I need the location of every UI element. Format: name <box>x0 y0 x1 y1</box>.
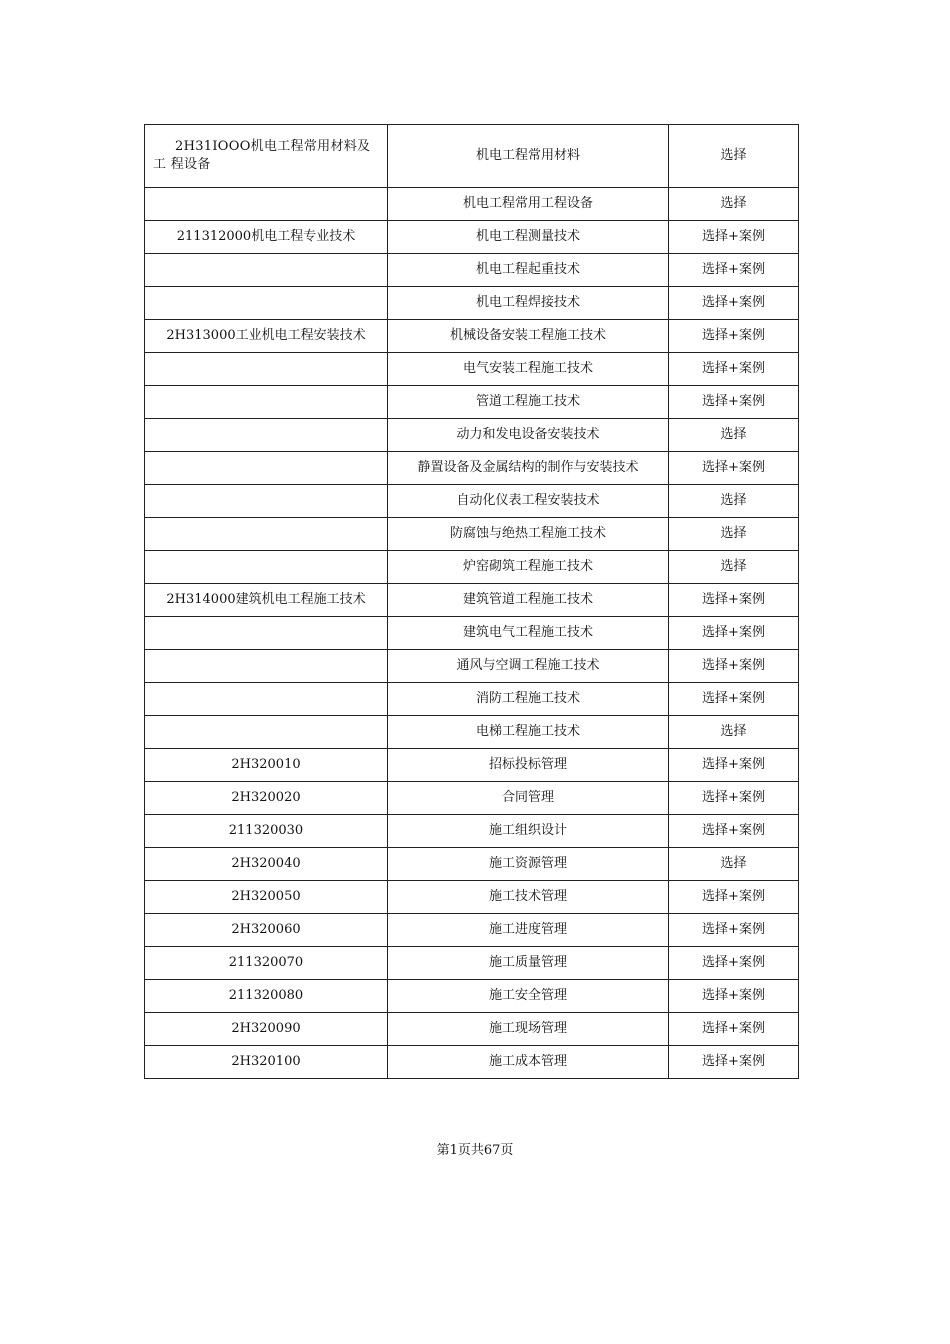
chapter-code-cell: 2H320020 <box>145 782 388 815</box>
chapter-code-cell <box>145 188 388 221</box>
question-type-cell: 选择 <box>669 551 799 584</box>
table-row <box>145 452 799 485</box>
question-type-cell: 选择+案例 <box>669 1046 799 1079</box>
question-type-cell: 选择+案例 <box>669 980 799 1013</box>
chapter-code-cell <box>145 353 388 386</box>
table-row <box>145 353 799 386</box>
chapter-code-cell: 2H320040 <box>145 848 388 881</box>
question-type-cell: 选择+案例 <box>669 1013 799 1046</box>
topic-cell: 静置设备及金属结构的制作与安装技术 <box>388 452 669 485</box>
chapter-code-cell <box>145 419 388 452</box>
question-type-cell: 选择+案例 <box>669 320 799 353</box>
question-type-cell: 选择+案例 <box>669 683 799 716</box>
syllabus-table <box>144 124 799 1079</box>
topic-cell: 合同管理 <box>388 782 669 815</box>
table-row <box>145 221 799 254</box>
question-type-cell: 选择+案例 <box>669 254 799 287</box>
question-type-cell: 选择+案例 <box>669 782 799 815</box>
topic-cell: 机电工程常用材料 <box>388 125 669 188</box>
page-footer <box>0 1139 950 1158</box>
chapter-code-cell <box>145 683 388 716</box>
chapter-code-cell <box>145 254 388 287</box>
question-type-cell: 选择+案例 <box>669 287 799 320</box>
topic-cell: 机电工程焊接技术 <box>388 287 669 320</box>
table-row <box>145 650 799 683</box>
topic-cell: 通风与空调工程施工技术 <box>388 650 669 683</box>
topic-cell: 施工技术管理 <box>388 881 669 914</box>
chapter-code-cell: 211312000机电工程专业技术 <box>145 221 388 254</box>
chapter-code-cell <box>145 287 388 320</box>
table-row <box>145 518 799 551</box>
chapter-code-cell: 2H320050 <box>145 881 388 914</box>
question-type-cell: 选择+案例 <box>669 221 799 254</box>
table-row <box>145 782 799 815</box>
chapter-code-cell: 2H320100 <box>145 1046 388 1079</box>
topic-cell: 电梯工程施工技术 <box>388 716 669 749</box>
table-row <box>145 287 799 320</box>
question-type-cell: 选择+案例 <box>669 650 799 683</box>
chapter-code-cell <box>145 386 388 419</box>
table-row <box>145 125 799 188</box>
table-row <box>145 617 799 650</box>
table-row <box>145 749 799 782</box>
chapter-code-cell <box>145 617 388 650</box>
table-row <box>145 848 799 881</box>
topic-cell: 施工进度管理 <box>388 914 669 947</box>
chapter-code-cell: 2H320090 <box>145 1013 388 1046</box>
question-type-cell: 选择+案例 <box>669 947 799 980</box>
chapter-code-cell <box>145 518 388 551</box>
topic-cell: 消防工程施工技术 <box>388 683 669 716</box>
chapter-code-cell: 2H320060 <box>145 914 388 947</box>
table-row <box>145 1013 799 1046</box>
topic-cell: 机电工程测量技术 <box>388 221 669 254</box>
question-type-cell: 选择+案例 <box>669 617 799 650</box>
topic-cell: 施工质量管理 <box>388 947 669 980</box>
table-row <box>145 815 799 848</box>
table-row <box>145 683 799 716</box>
chapter-code-cell <box>145 650 388 683</box>
topic-cell: 管道工程施工技术 <box>388 386 669 419</box>
syllabus-table-body <box>145 125 799 1079</box>
chapter-code-cell <box>145 125 388 188</box>
chapter-code-cell: 211320070 <box>145 947 388 980</box>
table-row <box>145 584 799 617</box>
table-row <box>145 716 799 749</box>
topic-cell: 施工资源管理 <box>388 848 669 881</box>
question-type-cell: 选择 <box>669 419 799 452</box>
question-type-cell: 选择+案例 <box>669 386 799 419</box>
chapter-code-cell <box>145 452 388 485</box>
question-type-cell: 选择+案例 <box>669 881 799 914</box>
table-row <box>145 419 799 452</box>
question-type-cell: 选择+案例 <box>669 452 799 485</box>
chapter-code-cell: 2H313000工业机电工程安装技术 <box>145 320 388 353</box>
topic-cell: 建筑管道工程施工技术 <box>388 584 669 617</box>
topic-cell: 施工现场管理 <box>388 1013 669 1046</box>
topic-cell: 施工组织设计 <box>388 815 669 848</box>
table-row <box>145 386 799 419</box>
question-type-cell: 选择+案例 <box>669 914 799 947</box>
topic-cell: 机电工程常用工程设备 <box>388 188 669 221</box>
topic-cell: 防腐蚀与绝热工程施工技术 <box>388 518 669 551</box>
page-number-label: 第1页共67页 <box>436 1143 514 1158</box>
question-type-cell: 选择 <box>669 848 799 881</box>
table-row <box>145 188 799 221</box>
question-type-cell: 选择 <box>669 125 799 188</box>
question-type-cell: 选择+案例 <box>669 815 799 848</box>
topic-cell: 炉窑砌筑工程施工技术 <box>388 551 669 584</box>
topic-cell: 动力和发电设备安装技术 <box>388 419 669 452</box>
question-type-cell: 选择+案例 <box>669 749 799 782</box>
table-row <box>145 881 799 914</box>
table-row <box>145 914 799 947</box>
chapter-code-cell: 2H320010 <box>145 749 388 782</box>
question-type-cell: 选择 <box>669 716 799 749</box>
chapter-code-cell <box>145 551 388 584</box>
question-type-cell: 选择 <box>669 518 799 551</box>
question-type-cell: 选择 <box>669 485 799 518</box>
table-row <box>145 485 799 518</box>
topic-cell: 施工安全管理 <box>388 980 669 1013</box>
topic-cell: 建筑电气工程施工技术 <box>388 617 669 650</box>
question-type-cell: 选择+案例 <box>669 353 799 386</box>
table-row <box>145 551 799 584</box>
table-row <box>145 1046 799 1079</box>
topic-cell: 自动化仪表工程安装技术 <box>388 485 669 518</box>
question-type-cell: 选择+案例 <box>669 584 799 617</box>
chapter-code-cell <box>145 716 388 749</box>
chapter-code-cell: 2H314000建筑机电工程施工技术 <box>145 584 388 617</box>
topic-cell: 机械设备安装工程施工技术 <box>388 320 669 353</box>
topic-cell: 电气安装工程施工技术 <box>388 353 669 386</box>
table-row <box>145 254 799 287</box>
question-type-cell: 选择 <box>669 188 799 221</box>
chapter-code-cell <box>145 485 388 518</box>
chapter-code-cell: 211320080 <box>145 980 388 1013</box>
topic-cell: 施工成本管理 <box>388 1046 669 1079</box>
table-row <box>145 320 799 353</box>
chapter-code-text: 2H31IOOO机电工程常用材料及工 程设备 <box>153 139 371 172</box>
table-row <box>145 980 799 1013</box>
topic-cell: 机电工程起重技术 <box>388 254 669 287</box>
table-row <box>145 947 799 980</box>
chapter-code-cell: 211320030 <box>145 815 388 848</box>
topic-cell: 招标投标管理 <box>388 749 669 782</box>
